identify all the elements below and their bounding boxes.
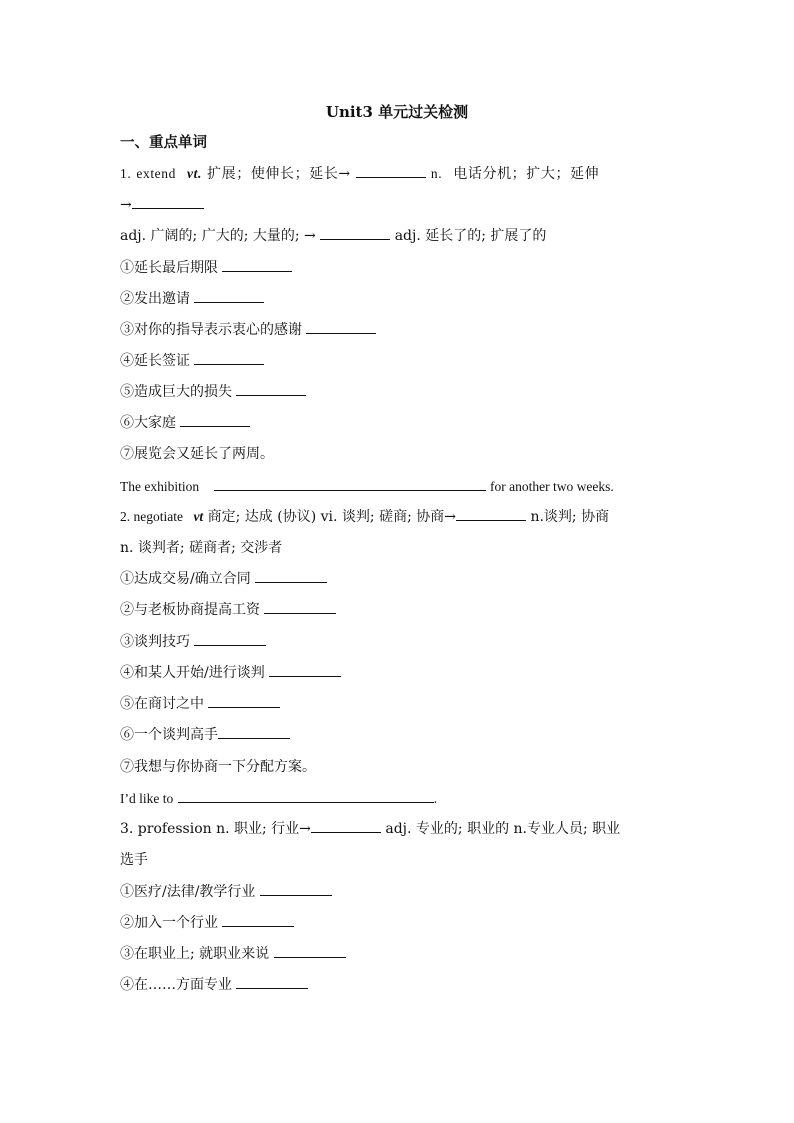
answer-blank[interactable] (274, 945, 346, 958)
list-item: ②发出邀请 (120, 289, 680, 309)
word-2-line-2: n. 谈判者; 磋商者; 交涉者 (120, 540, 283, 556)
list-item: ②与老板协商提高工资 (120, 600, 680, 620)
list-item: ④延长签证 (120, 351, 680, 371)
section-heading: 一、重点单词 (120, 134, 207, 151)
answer-blank[interactable] (269, 664, 341, 677)
answer-blank[interactable] (218, 726, 290, 739)
word-3-line-1: 3. profession n. 职业; 行业→ adj. 专业的; 职业的 n.专业人员; 职业 (120, 821, 621, 837)
list-item: ①达成交易/确立合同 (120, 569, 680, 589)
list-item: ⑤在商讨之中 (120, 694, 680, 714)
answer-blank[interactable] (132, 196, 204, 209)
word-1-line-2: → (120, 195, 680, 215)
answer-blank[interactable] (214, 478, 486, 491)
list-item: ①延长最后期限 (120, 258, 680, 278)
answer-blank[interactable] (356, 165, 426, 178)
answer-blank[interactable] (306, 321, 376, 334)
list-item: ③对你的指导表示衷心的感谢 (120, 320, 680, 340)
word-2-line-1: 2. negotiate vt 商定; 达成 (协议) vi. 谈判; 磋商; 协商→ n.谈判; 协商 (120, 509, 610, 525)
answer-blank[interactable] (260, 883, 332, 896)
list-item: ①医疗/法律/教学行业 (120, 882, 680, 902)
answer-blank[interactable] (255, 570, 327, 583)
word-1-line-1: 1. extend vt. 扩展；使伸长；延长→ n. 电话分机；扩大；延伸 (120, 166, 600, 182)
answer-blank[interactable] (208, 695, 280, 708)
answer-blank[interactable] (194, 352, 264, 365)
answer-blank[interactable] (236, 976, 308, 989)
list-item: ⑤造成巨大的损失 (120, 382, 680, 402)
list-item: ④在……方面专业 (120, 975, 680, 995)
list-item: ②加入一个行业 (120, 913, 680, 933)
answer-blank[interactable] (194, 633, 266, 646)
list-item: ⑥一个谈判高手 (120, 725, 680, 745)
word-1-line-3: adj. 广阔的; 广大的; 大量的; → adj. 延长了的; 扩展了的 (120, 228, 547, 244)
word-extend: extend (136, 166, 176, 181)
answer-blank[interactable] (264, 601, 336, 614)
list-item: ⑦展览会又延长了两周。 (120, 446, 274, 462)
answer-blank[interactable] (456, 508, 526, 521)
answer-blank[interactable] (194, 290, 264, 303)
answer-blank[interactable] (222, 914, 294, 927)
list-item: ③在职业上; 就职业来说 (120, 944, 680, 964)
list-item: ④和某人开始/进行谈判 (120, 663, 680, 683)
answer-blank[interactable] (222, 259, 292, 272)
answer-blank[interactable] (180, 414, 250, 427)
answer-blank[interactable] (320, 227, 390, 240)
answer-blank[interactable] (178, 790, 434, 803)
sentence-line: I’d like to . (120, 791, 438, 806)
answer-blank[interactable] (236, 383, 306, 396)
list-item: ⑥大家庭 (120, 413, 680, 433)
page-title: Unit3 单元过关检测 (325, 103, 469, 121)
list-item: ⑦我想与你协商一下分配方案。 (120, 759, 316, 775)
list-item: ③谈判技巧 (120, 632, 680, 652)
sentence-line: The exhibition for another two weeks. (120, 479, 614, 494)
answer-blank[interactable] (311, 820, 381, 833)
word-3-line-2: 选手 (120, 852, 148, 868)
